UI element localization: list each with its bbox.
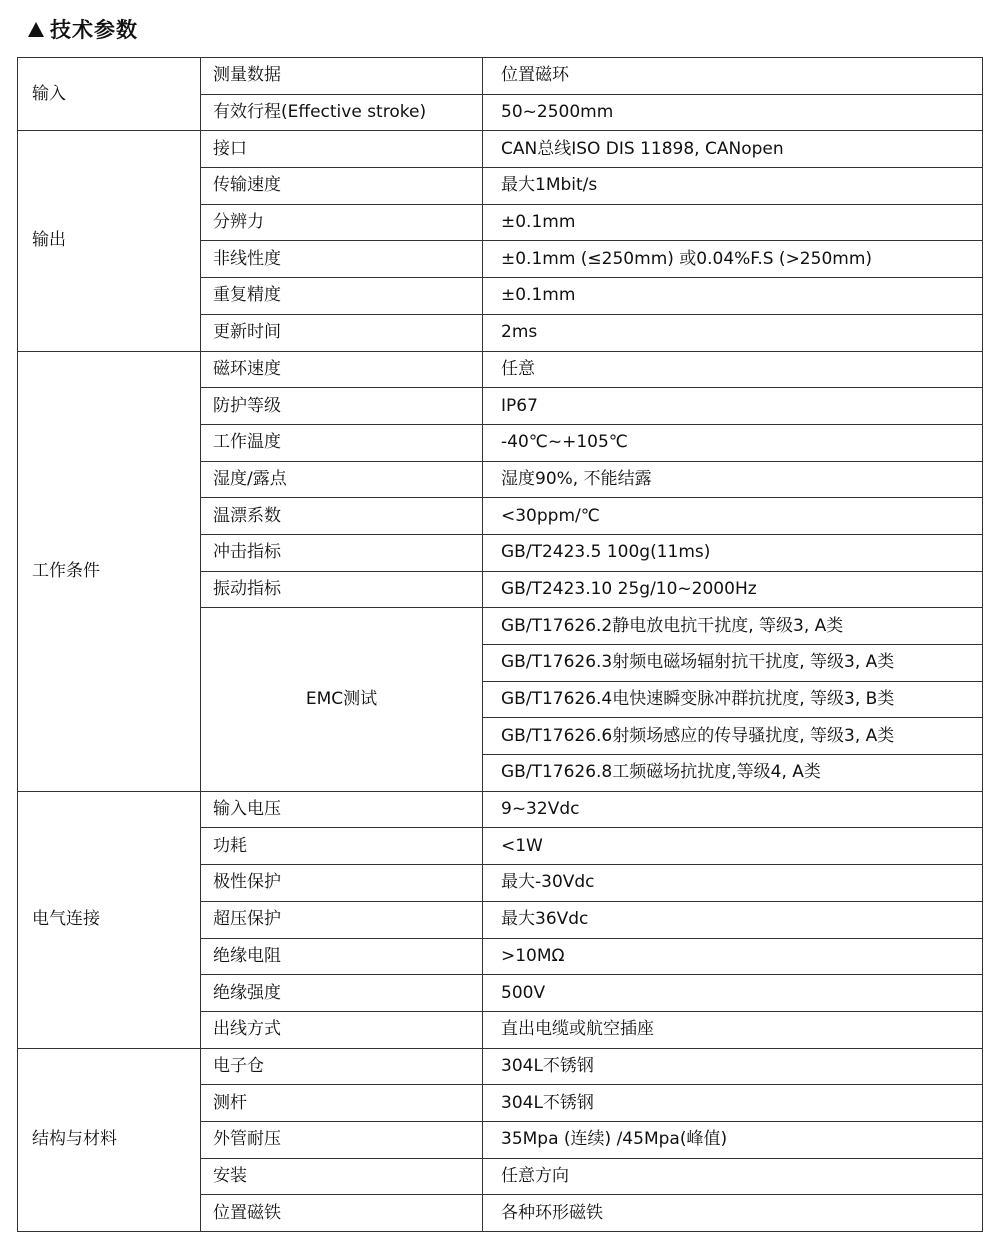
value-cell: 50~2500mm [483, 94, 983, 131]
category-cell: 输入 [18, 58, 201, 131]
table-row [18, 1048, 983, 1085]
value-cell: 任意方向 [483, 1158, 983, 1195]
param-cell: 外管耐压 [201, 1121, 483, 1158]
value-cell: 任意 [483, 351, 983, 388]
param-cell: 出线方式 [201, 1011, 483, 1048]
category-cell: 电气连接 [18, 791, 201, 1048]
value-cell: GB/T2423.10 25g/10~2000Hz [483, 571, 983, 608]
table-row [18, 791, 983, 828]
param-cell: 非线性度 [201, 241, 483, 278]
value-cell: GB/T17626.2静电放电抗干扰度, 等级3, A类 [483, 608, 983, 645]
value-cell: GB/T17626.4电快速瞬变脉冲群抗扰度, 等级3, B类 [483, 681, 983, 718]
value-cell: 35Mpa (连续) /45Mpa(峰值) [483, 1121, 983, 1158]
value-cell: GB/T17626.3射频电磁场辐射抗干扰度, 等级3, A类 [483, 645, 983, 682]
param-cell: 输入电压 [201, 791, 483, 828]
param-cell: 测量数据 [201, 58, 483, 95]
param-cell: 位置磁铁 [201, 1195, 483, 1232]
value-cell: CAN总线ISO DIS 11898, CANopen [483, 131, 983, 168]
param-cell: 有效行程(Effective stroke) [201, 94, 483, 131]
value-cell: 湿度90%, 不能结露 [483, 461, 983, 498]
category-cell: 结构与材料 [18, 1048, 201, 1231]
value-cell: GB/T17626.8工频磁场抗扰度,等级4, A类 [483, 755, 983, 792]
param-cell: 传输速度 [201, 168, 483, 205]
param-cell: 接口 [201, 131, 483, 168]
category-cell: 工作条件 [18, 351, 201, 791]
table-row [18, 58, 983, 95]
value-cell: 304L不锈钢 [483, 1048, 983, 1085]
table-row [18, 351, 983, 388]
param-cell: 防护等级 [201, 388, 483, 425]
value-cell: 304L不锈钢 [483, 1085, 983, 1122]
value-cell: ±0.1mm [483, 204, 983, 241]
value-cell: 各种环形磁铁 [483, 1195, 983, 1232]
value-cell: 9~32Vdc [483, 791, 983, 828]
value-cell: 位置磁环 [483, 58, 983, 95]
triangle-icon [28, 22, 44, 37]
param-cell: 绝缘强度 [201, 975, 483, 1012]
value-cell: ±0.1mm (≤250mm) 或0.04%F.S (>250mm) [483, 241, 983, 278]
param-cell: 温漂系数 [201, 498, 483, 535]
value-cell: <30ppm/℃ [483, 498, 983, 535]
param-cell: 冲击指标 [201, 534, 483, 571]
value-cell: >10MΩ [483, 938, 983, 975]
param-cell: 重复精度 [201, 278, 483, 315]
param-cell: 测杆 [201, 1085, 483, 1122]
param-cell: 功耗 [201, 828, 483, 865]
param-cell: 绝缘电阻 [201, 938, 483, 975]
value-cell: GB/T2423.5 100g(11ms) [483, 534, 983, 571]
param-cell: 安装 [201, 1158, 483, 1195]
param-cell: 分辨力 [201, 204, 483, 241]
param-cell: 超压保护 [201, 901, 483, 938]
table-row [18, 131, 983, 168]
category-cell: 输出 [18, 131, 201, 351]
value-cell: 最大36Vdc [483, 901, 983, 938]
value-cell: -40℃~+105℃ [483, 424, 983, 461]
param-cell: 振动指标 [201, 571, 483, 608]
param-cell: 极性保护 [201, 865, 483, 902]
param-cell: 湿度/露点 [201, 461, 483, 498]
param-cell: 电子仓 [201, 1048, 483, 1085]
value-cell: 最大-30Vdc [483, 865, 983, 902]
emc-param-cell: EMC测试 [201, 608, 483, 791]
param-cell: 工作温度 [201, 424, 483, 461]
value-cell: 直出电缆或航空插座 [483, 1011, 983, 1048]
value-cell: 500V [483, 975, 983, 1012]
value-cell: <1W [483, 828, 983, 865]
value-cell: GB/T17626.6射频场感应的传导骚扰度, 等级3, A类 [483, 718, 983, 755]
value-cell: 2ms [483, 314, 983, 351]
page-title [28, 12, 138, 46]
value-cell: 最大1Mbit/s [483, 168, 983, 205]
spec-table [17, 57, 983, 1232]
value-cell: IP67 [483, 388, 983, 425]
param-cell: 磁环速度 [201, 351, 483, 388]
value-cell: ±0.1mm [483, 278, 983, 315]
title-text: 技术参数 [50, 18, 138, 42]
param-cell: 更新时间 [201, 314, 483, 351]
